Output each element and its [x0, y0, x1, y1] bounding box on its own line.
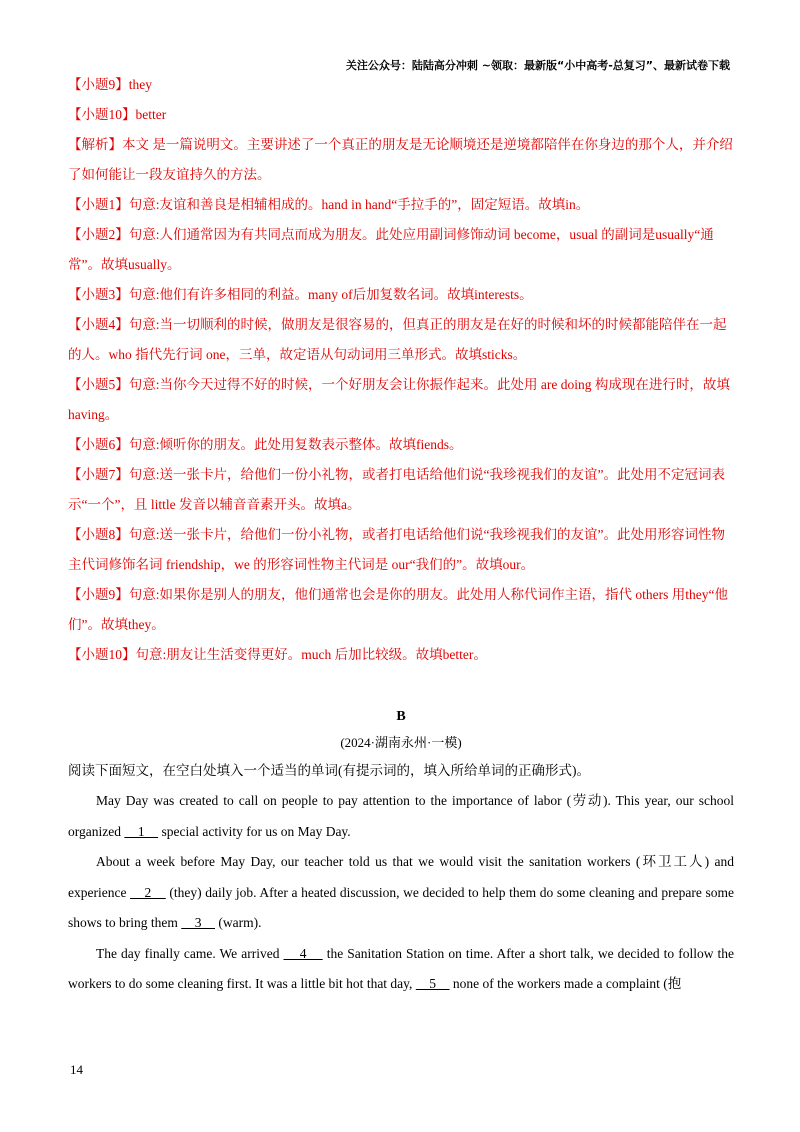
passage-paragraph — [68, 939, 734, 1000]
answer-line: 【小题1】句意:友谊和善良是相辅相成的。hand in hand“手拉手的”，固定短语。故填in。 — [68, 197, 590, 212]
answer-line: 【小题6】句意:倾听你的朋友。此处用复数表示整体。故填fiends。 — [68, 437, 463, 452]
passage-text: (warm). — [215, 915, 262, 930]
passage-text: special activity for us on May Day. — [158, 823, 351, 839]
section-title: B — [396, 709, 406, 724]
passage-text: none of the workers made a complaint (抱 — [449, 976, 682, 991]
passage-paragraph — [68, 786, 734, 847]
section-source: (2024·湖南永州·一模) — [340, 735, 462, 750]
passage-text: the Sanitation Station on time. After a short talk, we decided to follow the workers to do some cleaning first. It was a little bit hot that day, — [68, 945, 734, 991]
blank-2: 2 — [130, 884, 166, 900]
passage-text: About a week before May Day, our teacher told us that we would visit the sanitation workers (环卫工人) and experience — [68, 854, 734, 900]
answer-key — [68, 70, 734, 670]
answer-line: 【小题10】句意:朋友让生活变得更好。much 后加比较级。故填better。 — [68, 647, 487, 662]
answer-line: 【小题4】句意:当一切顺利的时候，做朋友是很容易的，但真正的朋友是在好的时候和坏的时候都能陪伴在一起的人。who 指代先行词 one，三单，故定语从句动词用三单形式。故填sticks。 — [68, 317, 727, 362]
answer-line: 【小题2】句意:人们通常因为有共同点而成为朋友。此处应用副词修饰动词 become，usual 的副词是usually“通常”。故填usually。 — [68, 227, 714, 272]
section-b — [68, 704, 734, 1000]
answer-line: 【小题8】句意:送一张卡片，给他们一份小礼物，或者打电话给他们说“我珍视我们的友谊”。此处用形容词性物主代词修饰名词 friendship，we 的形容词性物主代词是 our“我们的”。故填our。 — [68, 527, 725, 572]
answer-line: 【小题10】better — [68, 107, 167, 122]
answer-line: 【小题9】句意:如果你是别人的朋友，他们通常也会是你的朋友。此处用人称代词作主语，指代 others 用they“他们”。故填they。 — [68, 587, 728, 632]
answer-line: 【小题3】句意:他们有许多相同的利益。many of后加复数名词。故填interests。 — [68, 287, 533, 302]
answer-line: 【小题5】句意:当你今天过得不好的时候，一个好朋友会让你振作起来。此处用 are doing 构成现在进行时，故填having。 — [68, 377, 730, 422]
answer-line: 【小题7】句意:送一张卡片，给他们一份小礼物，或者打电话给他们说“我珍视我们的友谊”。此处用不定冠词表示“一个”，且 little 发音以辅音音素开头。故填a。 — [68, 467, 725, 512]
answer-line: 【小题9】they — [68, 77, 152, 92]
passage-text: May Day was created to call on people to pay attention to the importance of labor (劳动). This year, our school organized — [68, 793, 734, 839]
page-number: 14 — [70, 1062, 83, 1077]
blank-4: 4 — [283, 945, 323, 961]
passage-paragraph — [68, 847, 734, 939]
passage-text: (they) daily job. After a heated discussion, we decided to help them do some cleaning and prepare some shows to bring them — [68, 884, 734, 930]
page-header: 关注公众号：陆陆高分冲刺 ~领取：最新版“小中高考-总复习”、最新试卷下载 — [345, 59, 730, 72]
blank-5: 5 — [415, 976, 450, 991]
blank-3: 3 — [181, 915, 215, 930]
passage-text: The day finally came. We arrived — [96, 945, 284, 961]
instruction: 阅读下面短文，在空白处填入一个适当的单词(有提示词的，填入所给单词的正确形式)。 — [68, 763, 590, 778]
analysis-line: 【解析】本文 是一篇说明文。主要讲述了一个真正的朋友是无论顺境还是逆境都陪伴在你身边的那个人，并介绍了如何能让一段友谊持久的方法。 — [68, 137, 733, 182]
blank-1: 1 — [124, 823, 159, 839]
